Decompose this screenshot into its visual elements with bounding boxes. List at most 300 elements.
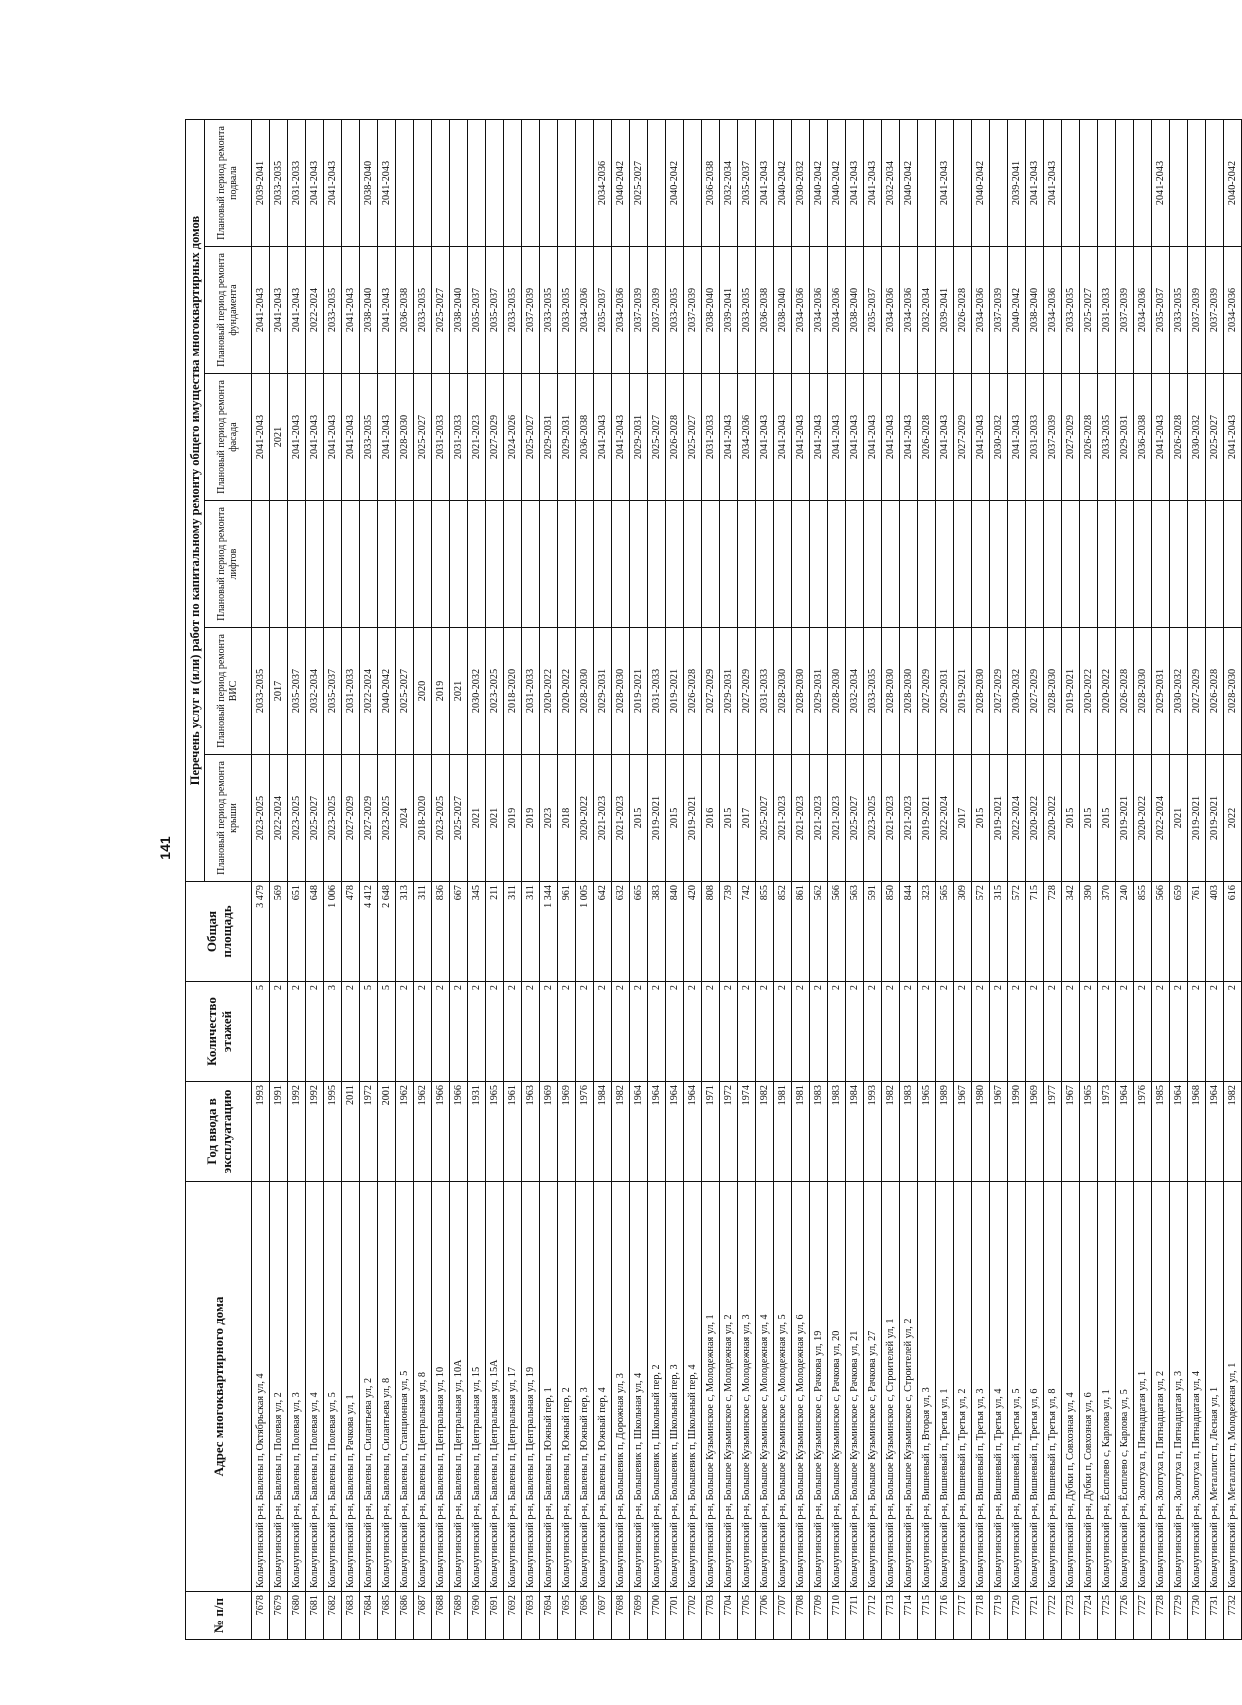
cell-num: 7693 [522,1592,540,1640]
cell-num: 7684 [360,1592,378,1640]
cell-foundation: 2026-2028 [954,247,972,374]
cell-num: 7728 [1152,1592,1170,1640]
cell-year: 1964 [648,1082,666,1182]
cell-roof: 2021-2023 [612,755,630,882]
cell-facade: 2041-2043 [810,374,828,501]
cell-num: 7724 [1080,1592,1098,1640]
cell-area: 311 [414,882,432,982]
cell-basement: 2041-2043 [306,120,324,247]
cell-floors: 2 [810,982,828,1082]
cell-roof: 2024 [396,755,414,882]
table-row [504,120,522,1640]
cell-address: Кольчугинский р-н, Большое Кузьминское с, Молодежная ул, 4 [756,1182,774,1592]
cell-facade: 2041-2043 [342,374,360,501]
cell-area: 565 [936,882,954,982]
cell-facade: 2024-2026 [504,374,522,501]
table-row [738,120,756,1640]
cell-year: 1989 [936,1082,954,1182]
cell-num: 7689 [450,1592,468,1640]
cell-facade: 2041-2043 [306,374,324,501]
cell-num: 7731 [1206,1592,1224,1640]
cell-basement [954,120,972,247]
cell-num: 7699 [630,1592,648,1640]
table-row [1188,120,1206,1640]
cell-vis: 2028-2030 [792,628,810,755]
cell-foundation: 2038-2040 [774,247,792,374]
table-row [1206,120,1224,1640]
cell-address: Кольчугинский р-н, Большое Кузьминское с, Строителей ул, 1 [882,1182,900,1592]
cell-facade: 2041-2043 [846,374,864,501]
cell-floors: 2 [342,982,360,1082]
cell-facade: 2027-2029 [954,374,972,501]
cell-floors: 3 [324,982,342,1082]
cell-foundation: 2034-2036 [972,247,990,374]
cell-year: 1964 [1116,1082,1134,1182]
cell-num: 7714 [900,1592,918,1640]
header-address: Адрес многоквартирного дома [186,1182,252,1592]
cell-address: Кольчугинский р-н, Большевик п, Школьный пер, 4 [684,1182,702,1592]
cell-basement [504,120,522,247]
table-row [306,120,324,1640]
cell-roof: 2025-2027 [756,755,774,882]
cell-area: 855 [756,882,774,982]
cell-floors: 2 [792,982,810,1082]
cell-num: 7705 [738,1592,756,1640]
cell-basement: 2034-2036 [594,120,612,247]
cell-vis: 2020-2022 [1080,628,1098,755]
cell-vis: 2028-2030 [828,628,846,755]
cell-lift [396,501,414,628]
cell-lift [936,501,954,628]
cell-facade: 2041-2043 [900,374,918,501]
cell-facade: 2041-2043 [612,374,630,501]
cell-foundation: 2032-2034 [918,247,936,374]
cell-address: Кольчугинский р-н, Бавлены п, Силантьева ул, 8 [378,1182,396,1592]
cell-basement: 2040-2042 [612,120,630,247]
cell-roof: 2023-2025 [324,755,342,882]
cell-area: 852 [774,882,792,982]
cell-vis: 2028-2030 [882,628,900,755]
cell-vis: 2031-2033 [756,628,774,755]
cell-foundation: 2034-2036 [828,247,846,374]
cell-basement: 2041-2043 [936,120,954,247]
cell-vis: 2019 [432,628,450,755]
cell-lift [558,501,576,628]
cell-facade: 2041-2043 [756,374,774,501]
cell-address: Кольчугинский р-н, Вишневый п, Третья ул, 6 [1026,1182,1044,1592]
cell-lift [774,501,792,628]
cell-num: 7720 [1008,1592,1026,1640]
cell-foundation: 2035-2037 [1152,247,1170,374]
cell-num: 7697 [594,1592,612,1640]
cell-vis: 2020-2022 [540,628,558,755]
cell-basement [576,120,594,247]
cell-foundation: 2033-2035 [504,247,522,374]
cell-lift [720,501,738,628]
cell-vis: 2028-2030 [1044,628,1062,755]
cell-year: 1969 [540,1082,558,1182]
cell-roof: 2017 [738,755,756,882]
cell-roof: 2021-2023 [810,755,828,882]
cell-floors: 2 [1152,982,1170,1082]
cell-roof: 2022-2024 [1152,755,1170,882]
cell-area: 651 [288,882,306,982]
table-row [414,120,432,1640]
cell-address: Кольчугинский р-н, Большое Кузьминское с, Молодежная ул, 1 [702,1182,720,1592]
cell-basement: 2030-2032 [792,120,810,247]
cell-area: 323 [918,882,936,982]
cell-lift [954,501,972,628]
cell-foundation: 2034-2036 [576,247,594,374]
cell-facade: 2030-2032 [1188,374,1206,501]
table-row [612,120,630,1640]
cell-roof: 2020-2022 [1044,755,1062,882]
cell-year: 1983 [900,1082,918,1182]
cell-area: 861 [792,882,810,982]
cell-roof: 2027-2029 [342,755,360,882]
cell-num: 7719 [990,1592,1008,1640]
cell-lift [594,501,612,628]
cell-address: Кольчугинский р-н, Золотуха п, Пятнадцатая ул, 4 [1188,1182,1206,1592]
header-foundation: Плановый период ремонта фундамента [205,247,252,374]
table-row [882,120,900,1640]
cell-num: 7730 [1188,1592,1206,1640]
cell-foundation: 2037-2039 [522,247,540,374]
cell-num: 7678 [252,1592,270,1640]
cell-lift [846,501,864,628]
cell-facade: 2041-2043 [882,374,900,501]
header-year: Год ввода в эксплуатацию [186,1082,252,1182]
cell-area: 569 [270,882,288,982]
cell-area: 715 [1026,882,1044,982]
cell-foundation: 2041-2043 [270,247,288,374]
cell-lift [576,501,594,628]
cell-facade: 2041-2043 [1008,374,1026,501]
cell-area: 370 [1098,882,1116,982]
cell-year: 1992 [288,1082,306,1182]
cell-area: 742 [738,882,756,982]
cell-basement [432,120,450,247]
cell-facade: 2025-2027 [648,374,666,501]
cell-num: 7685 [378,1592,396,1640]
cell-roof: 2021-2023 [774,755,792,882]
cell-num: 7715 [918,1592,936,1640]
cell-lift [1170,501,1188,628]
cell-vis: 2019-2021 [954,628,972,755]
cell-floors: 2 [1008,982,1026,1082]
cell-address: Кольчугинский р-н, Большое Кузьминское с, Рачкова ул, 21 [846,1182,864,1592]
cell-basement [1098,120,1116,247]
table-row [342,120,360,1640]
header-basement: Плановый период ремонта подвала [205,120,252,247]
cell-year: 1977 [1044,1082,1062,1182]
cell-address: Кольчугинский р-н, Дубки п, Совхозная ул, 4 [1062,1182,1080,1592]
cell-lift [1116,501,1134,628]
cell-basement: 2033-2035 [270,120,288,247]
cell-lift [810,501,828,628]
cell-roof: 2023-2025 [864,755,882,882]
cell-year: 1965 [1080,1082,1098,1182]
cell-num: 7680 [288,1592,306,1640]
cell-basement [918,120,936,247]
cell-basement [468,120,486,247]
cell-area: 808 [702,882,720,982]
cell-facade: 2031-2033 [432,374,450,501]
cell-year: 1982 [756,1082,774,1182]
cell-vis: 2028-2030 [612,628,630,755]
cell-lift [918,501,936,628]
cell-foundation: 2034-2036 [882,247,900,374]
table-row [1044,120,1062,1640]
cell-address: Кольчугинский р-н, Вишневый п, Третья ул, 8 [1044,1182,1062,1592]
cell-foundation: 2037-2039 [630,247,648,374]
cell-num: 7681 [306,1592,324,1640]
cell-basement [1080,120,1098,247]
cell-year: 1961 [504,1082,522,1182]
cell-num: 7713 [882,1592,900,1640]
table-row [1170,120,1188,1640]
cell-lift [1098,501,1116,628]
cell-lift [486,501,504,628]
cell-area: 211 [486,882,504,982]
cell-facade: 2041-2043 [828,374,846,501]
cell-year: 1964 [1170,1082,1188,1182]
table-row [486,120,504,1640]
cell-facade: 2031-2033 [1026,374,1044,501]
cell-floors: 2 [432,982,450,1082]
cell-area: 659 [1170,882,1188,982]
cell-vis: 2028-2030 [1134,628,1152,755]
cell-lift [252,501,270,628]
cell-area: 728 [1044,882,1062,982]
cell-area: 420 [684,882,702,982]
cell-year: 1985 [1152,1082,1170,1182]
cell-basement [1170,120,1188,247]
cell-num: 7701 [666,1592,684,1640]
cell-floors: 2 [684,982,702,1082]
cell-floors: 2 [1170,982,1188,1082]
cell-facade: 2041-2043 [324,374,342,501]
cell-floors: 2 [756,982,774,1082]
cell-floors: 2 [504,982,522,1082]
cell-floors: 2 [1224,982,1242,1082]
cell-foundation: 2033-2035 [558,247,576,374]
cell-vis: 2019-2021 [1062,628,1080,755]
cell-facade: 2041-2043 [936,374,954,501]
cell-roof: 2015 [720,755,738,882]
cell-year: 1969 [558,1082,576,1182]
cell-foundation: 2036-2038 [756,247,774,374]
cell-year: 1993 [252,1082,270,1182]
cell-area: 844 [900,882,918,982]
table-row [774,120,792,1640]
cell-num: 7717 [954,1592,972,1640]
cell-basement [558,120,576,247]
cell-facade: 2021 [270,374,288,501]
cell-floors: 2 [774,982,792,1082]
cell-lift [1008,501,1026,628]
cell-foundation: 2033-2035 [738,247,756,374]
cell-foundation: 2033-2035 [324,247,342,374]
cell-foundation: 2037-2039 [648,247,666,374]
cell-address: Кольчугинский р-н, Вишневый п, Третья ул, 4 [990,1182,1008,1592]
cell-basement [450,120,468,247]
table-row [288,120,306,1640]
cell-address: Кольчугинский р-н, Бавлены п, Южный пер, 2 [558,1182,576,1592]
cell-roof: 2023-2025 [432,755,450,882]
cell-num: 7702 [684,1592,702,1640]
cell-floors: 2 [666,982,684,1082]
cell-num: 7712 [864,1592,882,1640]
cell-address: Кольчугинский р-н, Вишневый п, Третья ул, 1 [936,1182,954,1592]
cell-address: Кольчугинский р-н, Ёсиплево с, Карлова ул, 5 [1116,1182,1134,1592]
cell-floors: 2 [882,982,900,1082]
table-row [594,120,612,1640]
table-row [1116,120,1134,1640]
rotated-table-container [185,120,1238,1640]
cell-basement: 2025-2027 [630,120,648,247]
cell-lift [990,501,1008,628]
cell-basement: 2036-2038 [702,120,720,247]
cell-vis: 2025-2027 [396,628,414,755]
cell-facade: 2025-2027 [1206,374,1224,501]
cell-num: 7704 [720,1592,738,1640]
cell-lift [360,501,378,628]
cell-vis: 2020 [414,628,432,755]
cell-vis: 2026-2028 [684,628,702,755]
cell-num: 7694 [540,1592,558,1640]
cell-year: 1962 [414,1082,432,1182]
cell-basement [486,120,504,247]
cell-address: Кольчугинский р-н, Бавлены п, Полевая ул, 5 [324,1182,342,1592]
cell-year: 1972 [720,1082,738,1182]
cell-roof: 2019-2021 [918,755,936,882]
cell-num: 7732 [1224,1592,1242,1640]
cell-basement [1116,120,1134,247]
cell-address: Кольчугинский р-н, Большое Кузьминское с, Молодежная ул, 3 [738,1182,756,1592]
cell-facade: 2029-2031 [558,374,576,501]
cell-area: 642 [594,882,612,982]
cell-roof: 2017 [954,755,972,882]
cell-vis: 2029-2031 [1152,628,1170,755]
cell-num: 7700 [648,1592,666,1640]
header-lift: Плановый период ремонта лифтов [205,501,252,628]
cell-basement [342,120,360,247]
cell-roof: 2021-2023 [900,755,918,882]
cell-floors: 2 [288,982,306,1082]
cell-basement: 2040-2042 [972,120,990,247]
cell-floors: 2 [1206,982,1224,1082]
table-row [378,120,396,1640]
cell-vis: 2030-2032 [468,628,486,755]
cell-address: Кольчугинский р-н, Большое Кузьминское с, Молодежная ул, 5 [774,1182,792,1592]
cell-year: 1973 [1098,1082,1116,1182]
cell-foundation: 2034-2036 [810,247,828,374]
cell-facade: 2029-2031 [540,374,558,501]
cell-vis: 2029-2031 [810,628,828,755]
cell-foundation: 2035-2037 [864,247,882,374]
cell-basement: 2041-2043 [864,120,882,247]
cell-facade: 2031-2033 [702,374,720,501]
cell-foundation: 2037-2039 [1206,247,1224,374]
cell-facade: 2026-2028 [1170,374,1188,501]
cell-foundation: 2033-2035 [666,247,684,374]
cell-facade: 2026-2028 [1080,374,1098,501]
cell-lift [972,501,990,628]
cell-area: 632 [612,882,630,982]
page-number: 141 [157,836,173,860]
cell-num: 7710 [828,1592,846,1640]
cell-basement: 2040-2042 [774,120,792,247]
table-row [324,120,342,1640]
cell-lift [450,501,468,628]
cell-floors: 2 [1062,982,1080,1082]
table-row [702,120,720,1640]
cell-address: Кольчугинский р-н, Бавлены п, Центральная ул, 10А [450,1182,468,1592]
cell-year: 1972 [360,1082,378,1182]
cell-foundation: 2022-2024 [306,247,324,374]
cell-basement [396,120,414,247]
cell-facade: 2041-2043 [378,374,396,501]
cell-year: 1984 [594,1082,612,1182]
cell-num: 7707 [774,1592,792,1640]
cell-year: 1964 [666,1082,684,1182]
cell-area: 855 [1134,882,1152,982]
cell-area: 315 [990,882,1008,982]
cell-lift [882,501,900,628]
cell-num: 7682 [324,1592,342,1640]
cell-num: 7691 [486,1592,504,1640]
cell-lift [1062,501,1080,628]
cell-area: 563 [846,882,864,982]
cell-foundation: 2035-2037 [594,247,612,374]
table-row [954,120,972,1640]
cell-floors: 2 [594,982,612,1082]
cell-address: Кольчугинский р-н, Большевик п, Школьный пер, 2 [648,1182,666,1592]
cell-foundation: 2034-2036 [1044,247,1062,374]
cell-address: Кольчугинский р-н, Бавлены п, Центральная ул, 8 [414,1182,432,1592]
cell-floors: 2 [450,982,468,1082]
cell-address: Кольчугинский р-н, Вишневый п, Третья ул, 5 [1008,1182,1026,1592]
cell-num: 7729 [1170,1592,1188,1640]
cell-roof: 2021 [486,755,504,882]
cell-floors: 2 [828,982,846,1082]
cell-floors: 2 [900,982,918,1082]
cell-num: 7690 [468,1592,486,1640]
header-group-title: Перечень услуг и (или) работ по капитальному ремонту общего имущества многоквартирных домов [186,120,205,882]
cell-year: 1981 [774,1082,792,1182]
cell-year: 2011 [342,1082,360,1182]
cell-address: Кольчугинский р-н, Большевик п, Школьная ул, 4 [630,1182,648,1592]
cell-foundation: 2037-2039 [684,247,702,374]
cell-roof: 2021-2023 [882,755,900,882]
cell-facade: 2041-2043 [720,374,738,501]
cell-lift [1224,501,1242,628]
cell-area: 313 [396,882,414,982]
cell-foundation: 2041-2043 [288,247,306,374]
table-row [900,120,918,1640]
cell-area: 667 [450,882,468,982]
cell-basement [1134,120,1152,247]
cell-roof: 2022-2024 [936,755,954,882]
cell-roof: 2020-2022 [1134,755,1152,882]
cell-num: 7692 [504,1592,522,1640]
cell-area: 850 [882,882,900,982]
table-row [558,120,576,1640]
cell-facade: 2041-2043 [864,374,882,501]
cell-vis: 2023-2025 [486,628,504,755]
cell-vis: 2031-2033 [522,628,540,755]
